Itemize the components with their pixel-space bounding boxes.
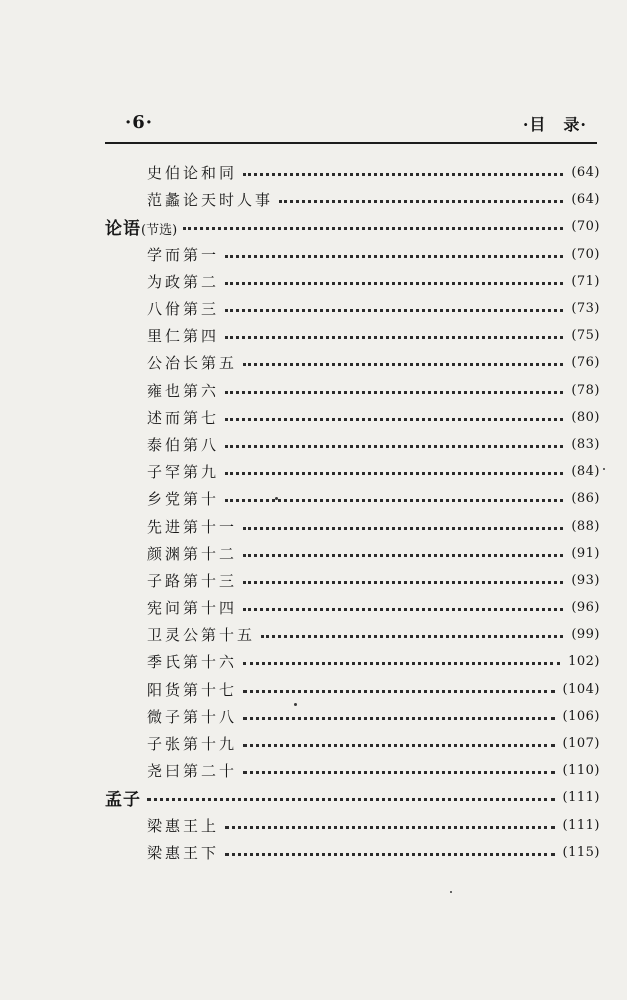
toc-title <box>147 706 237 727</box>
toc-title-text: 雍也第六 <box>147 381 220 400</box>
section-title: ·目 录· <box>522 115 587 134</box>
header-rule <box>105 142 597 144</box>
toc-entry-row <box>105 540 600 567</box>
toc-entry-row <box>105 839 600 866</box>
toc-title <box>147 189 273 210</box>
toc-title-text: 范蠡论天时人事 <box>147 191 274 210</box>
dot-leader <box>225 255 563 258</box>
scan-speck <box>294 703 297 706</box>
toc-title-text: 季氏第十六 <box>147 653 238 672</box>
toc-title <box>147 461 219 482</box>
toc-title-note: (节选) <box>141 223 178 239</box>
dot-leader <box>243 690 555 693</box>
toc-page-number: (86) <box>571 491 600 507</box>
toc-title <box>147 271 219 292</box>
toc-title <box>147 570 237 591</box>
toc-page-number: (110) <box>562 763 600 779</box>
page-number: ·6· <box>125 112 154 133</box>
toc-title <box>147 162 237 183</box>
toc-page-number: (96) <box>571 600 600 616</box>
toc-title-text: 学而第一 <box>147 245 220 264</box>
dot-leader <box>225 418 563 421</box>
toc-title <box>105 214 177 239</box>
toc-title <box>147 407 219 428</box>
toc-title-text: 公冶长第五 <box>147 354 238 373</box>
dot-leader <box>183 227 563 230</box>
toc-entry-row <box>105 322 600 349</box>
toc-page-number: (83) <box>571 436 600 452</box>
toc-page-number: (78) <box>571 382 600 398</box>
toc-title-text: 微子第十八 <box>147 707 238 726</box>
dot-leader <box>261 635 563 638</box>
toc-page-number: (111) <box>562 790 600 806</box>
toc-page-number: (64) <box>571 192 600 208</box>
toc-title-text: 阳货第十七 <box>147 680 238 699</box>
toc-title <box>147 434 219 455</box>
toc-title-text: 八佾第三 <box>147 300 220 319</box>
toc-title-text: 为政第二 <box>147 272 220 291</box>
toc-title-text: 先进第十一 <box>147 517 238 536</box>
toc-title-text: 孟子 <box>105 790 141 811</box>
toc-title-text: 卫灵公第十五 <box>147 626 256 645</box>
dot-leader <box>225 336 563 339</box>
toc-title <box>147 597 237 618</box>
toc-title <box>147 760 237 781</box>
dot-leader <box>243 771 555 774</box>
toc-title <box>147 488 219 509</box>
scan-speck <box>603 468 605 470</box>
toc-page-number: (80) <box>571 409 600 425</box>
toc-entry-row <box>105 621 600 648</box>
toc-page-number: (99) <box>571 627 600 643</box>
toc-page-number: 102) <box>568 654 600 670</box>
toc-entry-row <box>105 295 600 322</box>
table-of-contents <box>105 159 600 866</box>
toc-title-text: 乡党第十 <box>147 490 220 509</box>
toc-title <box>147 651 237 672</box>
toc-entry-row <box>105 703 600 730</box>
toc-entry-row <box>105 676 600 703</box>
toc-title <box>147 298 219 319</box>
toc-entry-row <box>105 812 600 839</box>
dot-leader <box>243 662 560 665</box>
toc-page-number: (93) <box>571 572 600 588</box>
toc-page-number: (88) <box>571 518 600 534</box>
toc-title-text: 述而第七 <box>147 408 220 427</box>
toc-title-text: 梁惠王下 <box>147 843 220 862</box>
toc-section-row <box>105 784 600 811</box>
toc-title <box>105 785 141 810</box>
toc-section-row <box>105 213 600 240</box>
toc-title-text: 里仁第四 <box>147 327 220 346</box>
toc-entry-row <box>105 648 600 675</box>
toc-title-text: 子路第十三 <box>147 571 238 590</box>
dot-leader <box>243 608 563 611</box>
toc-title <box>147 352 237 373</box>
toc-entry-row <box>105 567 600 594</box>
toc-entry-row <box>105 431 600 458</box>
toc-title-text: 史伯论和同 <box>147 164 238 183</box>
toc-title-text: 子张第十九 <box>147 735 238 754</box>
toc-title <box>147 815 219 836</box>
toc-entry-row <box>105 730 600 757</box>
toc-page-number: (71) <box>571 273 600 289</box>
toc-page-number: (76) <box>571 355 600 371</box>
dot-leader <box>225 826 555 829</box>
toc-title <box>147 624 255 645</box>
toc-page-number: (115) <box>562 844 600 860</box>
toc-title <box>147 244 219 265</box>
dot-leader <box>243 363 563 366</box>
toc-entry-row <box>105 458 600 485</box>
toc-entry-row <box>105 268 600 295</box>
toc-entry-row <box>105 349 600 376</box>
dot-leader <box>243 554 563 557</box>
toc-entry-row <box>105 404 600 431</box>
toc-title-text: 尧曰第二十 <box>147 762 238 781</box>
toc-title <box>147 325 219 346</box>
page-header <box>105 110 597 140</box>
toc-page-number: (91) <box>571 545 600 561</box>
toc-entry-row <box>105 241 600 268</box>
dot-leader <box>243 173 563 176</box>
toc-title-text: 子罕第九 <box>147 463 220 482</box>
scan-speck <box>450 891 452 893</box>
dot-leader <box>225 445 563 448</box>
toc-title <box>147 543 237 564</box>
toc-page-number: (84) <box>571 464 600 480</box>
dot-leader <box>147 798 555 801</box>
toc-title-text: 泰伯第八 <box>147 435 220 454</box>
toc-page-number: (106) <box>562 708 600 724</box>
toc-entry-row <box>105 757 600 784</box>
dot-leader <box>243 527 563 530</box>
dot-leader <box>225 282 563 285</box>
toc-title-text: 梁惠王上 <box>147 816 220 835</box>
toc-entry-row <box>105 159 600 186</box>
toc-page-number: (70) <box>571 246 600 262</box>
toc-title-text: 论语 <box>105 219 141 240</box>
toc-title <box>147 733 237 754</box>
scan-speck <box>275 497 278 500</box>
toc-page-number: (111) <box>562 817 600 833</box>
dot-leader <box>225 391 563 394</box>
dot-leader <box>243 717 555 720</box>
toc-page-number: (64) <box>571 165 600 181</box>
toc-page-number: (73) <box>571 301 600 317</box>
toc-entry-row <box>105 512 600 539</box>
toc-entry-row <box>105 186 600 213</box>
dot-leader <box>243 581 563 584</box>
toc-entry-row <box>105 485 600 512</box>
toc-page-number: (104) <box>562 681 600 697</box>
toc-title <box>147 842 219 863</box>
toc-title <box>147 380 219 401</box>
dot-leader <box>225 472 563 475</box>
toc-title-text: 宪问第十四 <box>147 599 238 618</box>
toc-entry-row <box>105 377 600 404</box>
toc-entry-row <box>105 594 600 621</box>
toc-page-number: (107) <box>562 736 600 752</box>
dot-leader <box>243 744 555 747</box>
toc-page-number: (70) <box>571 219 600 235</box>
toc-title-text: 颜渊第十二 <box>147 544 238 563</box>
dot-leader <box>225 309 563 312</box>
toc-title <box>147 516 237 537</box>
toc-page-number: (75) <box>571 328 600 344</box>
dot-leader <box>225 853 555 856</box>
dot-leader <box>279 200 563 203</box>
toc-title <box>147 679 237 700</box>
